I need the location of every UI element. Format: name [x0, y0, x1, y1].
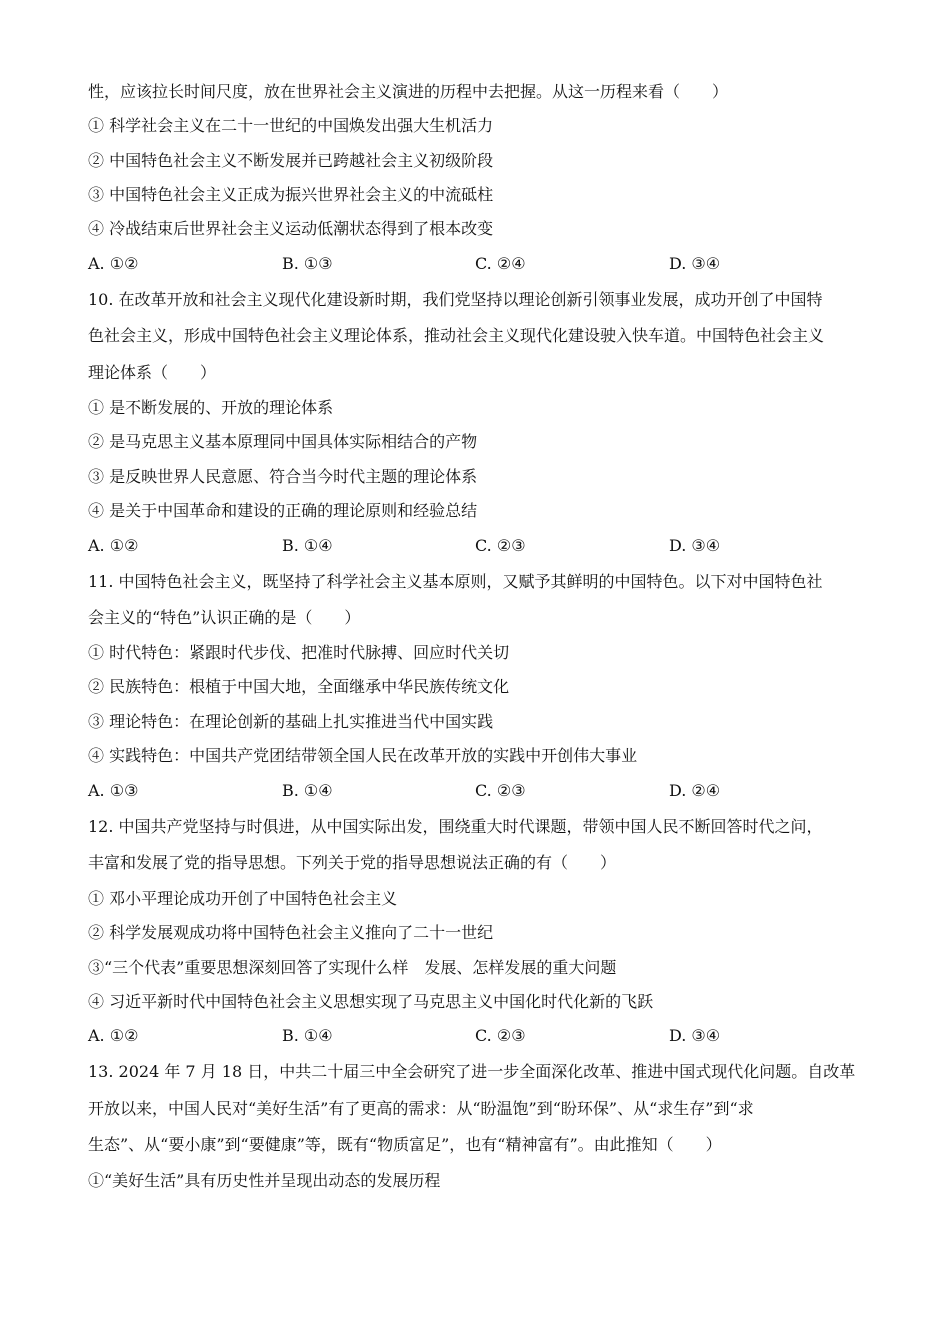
q9-stem-line: 性，应该拉长时间尺度，放在世界社会主义演进的历程中去把握。从这一历程来看（ ） — [88, 82, 729, 101]
q11-option-c[interactable]: C. ②③ — [475, 781, 526, 800]
q9-item-3: ③ 中国特色社会主义正成为振兴世界社会主义的中流砥柱 — [88, 185, 494, 204]
q9-options — [88, 253, 878, 275]
q10-item-1: ① 是不断发展的、开放的理论体系 — [88, 398, 334, 417]
q9-option-a[interactable]: A. ①② — [88, 254, 139, 273]
q12-item-4: ④ 习近平新时代中国特色社会主义思想实现了马克思主义中国化时代化新的飞跃 — [88, 992, 654, 1011]
q11-option-b[interactable]: B. ①④ — [282, 781, 333, 800]
q10-options — [88, 535, 878, 557]
q12-item-3: ③“三个代表”重要思想深刻回答了实现什么样 发展、怎样发展的重大问题 — [88, 958, 617, 977]
q12-stem-line-1: 12. 中国共产党坚持与时俱进，从中国实际出发，围绕重大时代课题，带领中国人民不断回答时代之问， — [88, 817, 823, 836]
q13-stem-line-1: 13. 2024 年 7 月 18 日，中共二十届三中全会研究了进一步全面深化改革、推进中国式现代化问题。自改革 — [88, 1062, 856, 1081]
q9-item-1: ① 科学社会主义在二十一世纪的中国焕发出强大生机活力 — [88, 116, 494, 135]
q11-option-d[interactable]: D. ②④ — [669, 781, 721, 800]
q11-stem-line-1: 11. 中国特色社会主义，既坚持了科学社会主义基本原则，又赋予其鲜明的中国特色。以下对中国特色社 — [88, 572, 823, 591]
q12-option-b[interactable]: B. ①④ — [282, 1026, 333, 1045]
q10-item-4: ④ 是关于中国革命和建设的正确的理论原则和经验总结 — [88, 501, 478, 520]
q10-option-d[interactable]: D. ③④ — [669, 536, 721, 555]
q13-stem-line-2: 开放以来，中国人民对“美好生活”有了更高的需求：从“盼温饱”到“盼环保”、从“求生存”到“求 — [88, 1099, 754, 1118]
q13-stem-line-3: 生态”、从“要小康”到“要健康”等，既有“物质富足”，也有“精神富有”。由此推知（ ） — [88, 1135, 722, 1154]
q10-option-b[interactable]: B. ①④ — [282, 536, 333, 555]
q9-option-d[interactable]: D. ③④ — [669, 254, 721, 273]
q10-option-c[interactable]: C. ②③ — [475, 536, 526, 555]
q10-stem-line-2: 色社会主义，形成中国特色社会主义理论体系，推动社会主义现代化建设驶入快车道。中国特色社会主义 — [88, 326, 825, 345]
q12-item-2: ② 科学发展观成功将中国特色社会主义推向了二十一世纪 — [88, 923, 494, 942]
q11-stem-line-2: 会主义的“特色”认识正确的是（ ） — [88, 608, 361, 627]
q11-option-a[interactable]: A. ①③ — [88, 781, 139, 800]
q12-option-c[interactable]: C. ②③ — [475, 1026, 526, 1045]
q13-item-1: ①“美好生活”具有历史性并呈现出动态的发展历程 — [88, 1171, 441, 1190]
q11-options — [88, 780, 878, 802]
q10-item-3: ③ 是反映世界人民意愿、符合当今时代主题的理论体系 — [88, 467, 478, 486]
q9-option-b[interactable]: B. ①③ — [282, 254, 333, 273]
q10-stem-line-1: 10. 在改革开放和社会主义现代化建设新时期，我们党坚持以理论创新引领事业发展，成功开创了中国特 — [88, 290, 823, 309]
q11-item-2: ② 民族特色：根植于中国大地，全面继承中华民族传统文化 — [88, 677, 510, 696]
q10-item-2: ② 是马克思主义基本原理同中国具体实际相结合的产物 — [88, 432, 478, 451]
q9-item-4: ④ 冷战结束后世界社会主义运动低潮状态得到了根本改变 — [88, 219, 494, 238]
q12-options — [88, 1025, 878, 1047]
q12-item-1: ① 邓小平理论成功开创了中国特色社会主义 — [88, 889, 398, 908]
q10-stem-line-3: 理论体系（ ） — [88, 363, 217, 382]
q11-item-4: ④ 实践特色：中国共产党团结带领全国人民在改革开放的实践中开创伟大事业 — [88, 746, 638, 765]
q12-option-a[interactable]: A. ①② — [88, 1026, 139, 1045]
q12-option-d[interactable]: D. ③④ — [669, 1026, 721, 1045]
q9-item-2: ② 中国特色社会主义不断发展并已跨越社会主义初级阶段 — [88, 151, 494, 170]
q11-item-3: ③ 理论特色：在理论创新的基础上扎实推进当代中国实践 — [88, 712, 494, 731]
q12-stem-line-2: 丰富和发展了党的指导思想。下列关于党的指导思想说法正确的有（ ） — [88, 853, 617, 872]
q11-item-1: ① 时代特色：紧跟时代步伐、把准时代脉搏、回应时代关切 — [88, 643, 510, 662]
q9-option-c[interactable]: C. ②④ — [475, 254, 526, 273]
q10-option-a[interactable]: A. ①② — [88, 536, 139, 555]
